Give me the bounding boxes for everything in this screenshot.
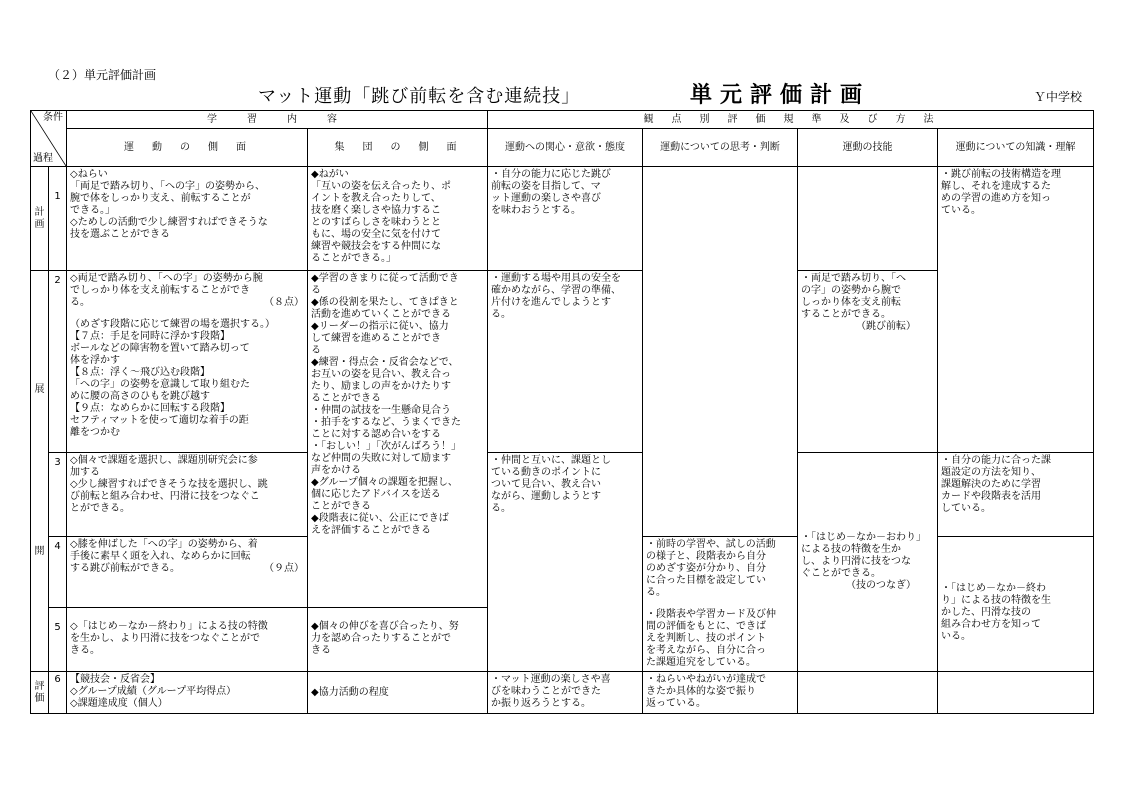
lesson-number: 2: [49, 271, 67, 453]
r6-motor-cell: 【競技会・反省会】 ◇グループ成績（グループ平均得点） ◇課題達成度（個人）: [67, 672, 308, 714]
r3-5-interest-cell: ・仲間と互いに、課題とし ている動きのポイントに ついて見合い、教え合い ながら、運動しようとす る。: [488, 453, 643, 672]
motor-side-header: 運 動 の 側 面: [67, 129, 308, 167]
lesson-number: 3: [49, 453, 67, 537]
lesson-number: 4: [49, 537, 67, 608]
r5-motor-cell: ◇「はじめ－なか－終わり」による技の特徴 を生かし、より円滑に技をつなぐことがで きる。: [67, 607, 308, 671]
lesson-number: 6: [49, 672, 67, 714]
r6-thinking-cell: ・ねらいやねがいが達成で きたか具体的な姿で振り 返っている。: [643, 672, 798, 714]
r6-group-cell: ◆協力活動の程度: [308, 672, 488, 714]
section-heading: （２）単元評価計画: [48, 68, 157, 82]
process-label: 過程: [33, 153, 53, 164]
r2-interest-cell: ・運動する場や用具の安全を 確かめながら、学習の準備、 片付けを進んでしようとす る。: [488, 271, 643, 453]
r5-group-cell: ◆個々の伸びを喜び合ったり、努 力を認め合ったりすることがで きる: [308, 607, 488, 671]
r3-motor-cell: ◇個々で課題を選択し、課題別研究会に参 加する ◇少し練習すればできそうな技を選択し、跳 び前転と組み合わせ、円滑に技をつなぐこ とができる。: [67, 453, 308, 537]
r4-motor-cell: ◇膝を伸ばした「への字」の姿勢から、着 手後に素早く頭を入れ、なめらかに回転 する跳び前転ができる。 （９点）: [67, 537, 308, 608]
interest-header: 運動への関心・意欲・態度: [488, 129, 643, 167]
r1-skill-cell: [798, 167, 938, 271]
r2-4-group-cell: ◆学習のきまりに従って活動でき る ◆係の役割を果たし、てきぱきと 活動を進めていくことができる ◆リーダーの指示に従い、協力 して練習を進めることができ る ◆練習・得点会・反省会などで、 お互いの姿を見合い、教え合っ たり、励ましの声をかけたりす ることができる ・仲間の試技を一生懸命見合う ・拍手をするなど、うまくできた ことに対する認め合いをする ・「おしい！」「次がんばろう！」 など仲間の失敗に対して励ます 声をかける ◆グループ個々の課題を把握し、 個に応じたアドバイスを送る ことができる ◆段階表に従い、公正にできば えを評価することができる: [308, 271, 488, 608]
thinking-header: 運動についての思考・判断: [643, 129, 798, 167]
r2-skill-cell: ・両足で踏み切り、「へ の字」の姿勢から腕で しっかり体を支え前転 することができる。 （跳び前転）: [798, 271, 938, 453]
r1-motor-cell: ◇ねらい 「両足で踏み切り、「への字」の姿勢から、 腕で体をしっかり支え、前転することが できる。」 ◇ためしの活動で少し練習すればできそうな 技を選ぶことができる: [67, 167, 308, 271]
r4-5-knowledge-cell: ・「はじめ－なか－終わ り」による技の特徴を生 かした、円滑な技の 組み合わせ方を知って いる。: [938, 537, 1094, 672]
evaluation-plan-table: [30, 110, 1094, 714]
phase-develop: 展 開: [31, 271, 49, 672]
r6-interest-cell: ・マット運動の楽しさや喜 びを味わうことができた か振り返ろうとする。: [488, 672, 643, 714]
r1-3-thinking-cell: [643, 167, 798, 537]
knowledge-header: 運動についての知識・理解: [938, 129, 1094, 167]
learning-content-header: 学 習 内 容: [67, 111, 488, 129]
r1-group-cell: ◆ねがい 「互いの姿を伝え合ったり、ポ イントを教え合ったりして、 技を磨く楽しさや協力するこ とのすばらしさを味わうとと もに、場の安全に気を付けて 練習や競技会をする仲間にな ることができる。」: [308, 167, 488, 271]
condition-process-corner: [31, 111, 67, 167]
evaluation-standards-header: 観 点 別 評 価 規 準 及 び 方 法: [488, 111, 1094, 129]
skill-header: 運動の技能: [798, 129, 938, 167]
lesson-number: 5: [49, 607, 67, 671]
r3-knowledge-cell: ・自分の能力に合った課 題設定の方法を知り、 課題解決のために学習 カードや段階表を活用 している。: [938, 453, 1094, 537]
group-side-header: 集 団 の 側 面: [308, 129, 488, 167]
r6-skill-cell: [798, 672, 938, 714]
evaluation-plan-title: 単元評価計画: [690, 83, 871, 108]
r1-interest-cell: ・自分の能力に応じた跳び 前転の姿を目指して、マ ット運動の楽しさや喜び を味わおうとする。: [488, 167, 643, 271]
r2-motor-cell: ◇両足で踏み切り、「への字」の姿勢から腕 でしっかり体を支え前転することができ る。 （８点） （めざす段階に応じて練習の場を選択する。） 【７点：手足を同時に浮かす段階】 ボールなどの障害物を置いて踏み切って 体を浮かす 【８点：浮く～飛び込む段階】 「への字」の姿勢を意識して取り組むた めに腰の高さのひもを跳び越す 【９点：なめらかに回転する段階】 セフティマットを使って適切な着手の距 離をつかむ: [67, 271, 308, 453]
r6-knowledge-cell: [938, 672, 1094, 714]
unit-title: マット運動「跳び前転を含む連続技」: [258, 86, 581, 107]
lesson-number: 1: [49, 167, 67, 271]
r1-2-knowledge-cell: ・跳び前転の技術構造を理 解し、それを達成するた めの学習の進め方を知っ ている。: [938, 167, 1094, 453]
condition-label: 条件: [43, 112, 63, 123]
phase-plan: 計 画: [31, 167, 49, 271]
school-name: Ｙ中学校: [1034, 90, 1083, 104]
r4-5-thinking-cell: ・前時の学習や、試しの活動 の様子と、段階表から自分 のめざす姿が分かり、自分 に合った目標を設定してい る。 ・段階表や学習カード及び仲 間の評価をもとに、できば えを判断し、技のポイント を考えながら、自分に合っ た課題追究をしている。: [643, 537, 798, 672]
r3-5-skill-cell: ・「はじめ－なか－おわり」 による技の特徴を生か し、より円滑に技をつな ぐことができる。 （技のつなぎ）: [798, 453, 938, 672]
phase-eval: 評 価: [31, 672, 49, 714]
